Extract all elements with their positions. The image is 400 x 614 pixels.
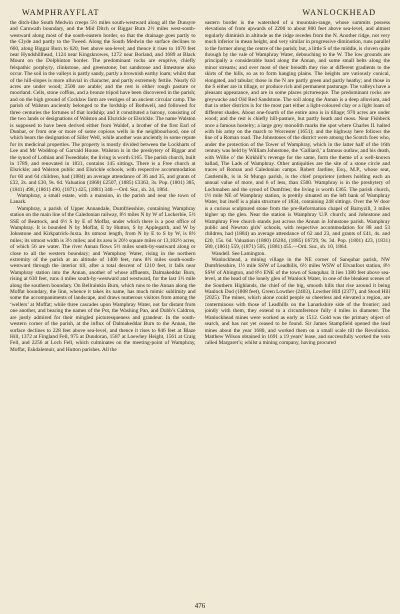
text-columns — [10, 20, 390, 600]
paragraph: eastern border is the watershed of a mountain-range, whose summits possess elevations of from upwards of 2200 to about 800 feet above sea-level, and almost regularly diminish in altitude as the ridge recedes from the N. Another ridge, not very much inferior in mean height, and very similar in progressive diminution, runs parallel to the former along the centre of the parish; but, a little S of the middle, is cloven quite through by the vale of Wamphray Water, debouching to the W. The low grounds are principally a considerable band along the Annan, and some small belts along the minor streams; and over most of their breadth they rise at different gradients to the skirts of the hills, so as to form hanging plains. The heights are variously conical, elongated, and tabular; those in the N are partly green and partly heathy; and those in the S either are in tillage, or produce rich and permanent pasturage. The valleys have a pleasant appearance, and are in some places picturesque. The predominant rocks are greywacke and Old Red Sandstone. The soil along the Annan is a deep alluvium, and that in other districts is for the most part either a light-coloured clay or a light loam of different shades. About one-fourth of the entire area is in tillage; 970 acres are under wood; and the rest is chiefly hill-pasture, but partly heath and moss. Near Fishbeck once a famous hostelry; a large grey monolith marks the spot where Charles II. halted with his army on the march to Worcester (1651); and the highway here follows the line of a Roman road. The Johnstones of the district were among the Scotch foes who, under the protection of the Tower of Wamphray, which in the latter half of the 16th century was held by William Johnstone, the ‘Galliard,’ a famous outlaw, and his death, with Willie o’ the Kirkhill’s revenge for the same, form the theme of a well-known ballad, The Lads of Wamphray. Other antiquities are the site of a stone circle and traces of Roman and Caledonian camps. Robert Jardine, Esq., M.P., whose seat, Castlemilk, is in St Mungo parish, is the chief proprietor (others holding each an annual value of more, and 6 of less, than £500. Wamphray is in the presbytery of Lochmaben and the synod of Dumfries; the living is worth £365. The parish church, 1½ mile NE of Wamphray station, is prettily situated on the left bank of Wamphray Water, but itself is a plain structure of 1834, containing 248 sittings. Over the W door is a curious sculptured stone from the pre-Reformation chapel of Barnyzill, 3 miles higher up the glen. Near the station is Wamphray U.P. church; and Johnstone and Wamphray Free church stands just across the Annan in Johnstone parish. Wamphray public and Newton girls’ schools, with respective accommodation for 88 and 53 children, had (1884) an average attendance of 62 and 23, and grants of £41, 4s. and £20, 15s. 6d. Valuation (1860) £6284, (1885) £6729, 9s. 3d. Pop. (1801) 423, (1831) 580, (1861) 559, (1871) 505, (1881) 455.—Ord. Sur., sh. 10, 1864. — [204, 20, 390, 251]
page-number: 476 — [194, 602, 206, 610]
header-left-title: WAMPHRAYFLAT — [22, 8, 100, 17]
paragraph: Wanlockhead, a mining village in the NE corner of Sanquhar parish, NW Dumfriesshire, 1½ mile SSW of Leadhills, 6½ miles WSW of Elvanfoot station, 8½ SSW of Abington, and 8½ ENE of the town of Sanquhar. It lies 1380 feet above sea-level, at the head of the lonely glen of Wanlock Water, in one of the bleakest scenes of the Southern Highlands, the chief of the big, smooth hills that rise around it being Wanlock Dod (1808 feet), Green Lowther (2403), Lowther Hill (2377), and Stood Hill (2025). The mines, which alone could people so cheerless and elevated a region, are conterminous with those of Leadhills on the Lanarkshire side of the frontier; and jointly with them, they extend to a circumference fully 4 miles in diameter. The Wanlockhead mines were worked as early as 1512. Gold was the primary object of search, and has not yet ceased to be found. Sir James Stampfield opened the lead mines about the year 1680, and worked them on a small scale till the Revolution. Matthew Wilson obtained in 1691 a 19 years’ lease, and successfully worked the vein called Margaret’s; whilst a mining company, having procured — [204, 257, 390, 347]
running-header — [10, 6, 390, 20]
right-column — [205, 20, 391, 600]
paragraph: Wamphray, a parish of Upper Annandale, Dumfriesshire, containing Wamphray station on the main line of the Caledonian railway, 8½ miles N by W of Lockerbie, 5½ SSE of Beattock, and 6½ S by E of Moffat, under which there is a post office of Wamphray. It is bounded N by Moffat, E by Hutton, S by Applegarth, and W by Johnstone and Kirkpatrick-Juxta. Its utmost length, from N by E to S by W, is 8½ miles; its utmost width is 3½ miles; and its area is 20½ square miles or 13,102½ acres, of which 56 are water. The river Annan flows 5½ miles south-by-eastward along or close to all the western boundary; and Wamphray Water, rising in the northern extremity of the parish at an altitude of 1400 feet, runs 8½ miles south-south-westward through the interior till, after a total descent of 1210 feet, it falls near Wamphray station into the Annan, another of whose affluents, Dalmakeddar Burn, rising at 630 feet, runs 4 miles south-by-westward and westward, for the last 1½ mile along the southern boundary. On Bellrainkin Burn, which runs to the Annan along the Moffat boundary, the linn, whence it takes its name, has much mimic sublimity and some the accompaniments of landscape, and draws numerous visitors from among the ‘wellers’ at Moffat; while three cascades upon Wamphray Water, not far distant from one another, and bearing the names of the Pot, the Washing Pan, and Dubb’s Caldron, are justly admired for their mingled picturesqueness and grandeur. In the south-western corner of the parish, at the influx of Dalmakeddar Burn to the Annan, the surface declines to 228 feet above sea-level, and thence it rises to 846 feet at Blaze Hill, 1372 at Fingland Fell, 975 at Dundoran, 1587 at Loewhey Height, 1561 at Craig Fell, and 2256 at Loch Fell, which culminates on the meeting-point of Wamphray, Moffat, Eskdalemuir, and Hutton parishes. All the — [10, 205, 196, 353]
paragraph: Wamphray, a small estate, with a mansion, in the parish and near the town of Lanark. — [10, 192, 196, 206]
paragraph: the ditch-like South Medwin creeps 5½ miles south-westward along all the Dunsyre and Carnwath boundary, and the Mid Ditch or Biggar Burn 2½ miles west-south-westward along most of the south-eastern border, so that the drainage goes partly to the Clyde and partly to the Tweed. Along the South Medwin the surface declines to 660, along Biggar Burn to 620, feet above sea-level; and thence it rises to 1070 feet near Hyndshillhead, 1124 near Kingsknowes, 1272 near Borland, and 1689 at Black Mount on the Dolphinton border. The predominant rocks are eruptive, chiefly felspathic porphyry, clinkstone, and greenstone; but sandstone and limestone also occur. The soil in the valleys is partly sandy, partly a brownish earthy loam; whilst that of the hill-slopes is more alluvial in character, and partly extremely fertile. Nearly 63 acres are under wood; 2500 are arable; and the rest is either rough pasture or moorland. Cells, stone coffins, and a bronze tripod have been discovered in the parish; and on the high ground of Cocklaw farm are vestiges of an ancient circular camp. The parish of Walston anciently belonged to the lordship of Bothwell, and followed for three centuries the fortunes of that lordship; and it constituted a barony, consisting of the two lands or designations of Walston and Elsrickle or Elsrickle. The name Walston is supposed to have been derived either from Waldef, a brother of the first Earl of Dunbar, or from one or more of some copious wells in the neighbourhood, one of which bears the designation of Siller Well, while another was anciently in some repute for its medicinal properties. The property is mostly divided between the Lockharts of Lee and Mr Woddrop of Garvald House. Walston is in the presbytery of Biggar and the synod of Lothian and Tweeddale; the living is worth £165. The parish church, built in 1789, and renovated in 1831, contains 145 sittings. There is a Free church at Elsrickle; and Walston public and Elsrickle schools, with respective accommodation for 60 and 64 children, had (1884) an average attendance of 36 and 35, and grants of £32, 2s. and £30, 9s. 6d. Valuation (1860) £2507, (1885) £3363, 3s. Pop. (1801) 385, (1841) 498, (1861) 490, (1871) 425, (1881) 340.—Ord. Sur., sh. 24, 1864. — [10, 20, 196, 193]
paragraph: Wandell. See Lamington. — [211, 250, 266, 257]
left-column — [10, 20, 196, 600]
header-right-title: WANLOCKHEAD — [302, 8, 376, 17]
